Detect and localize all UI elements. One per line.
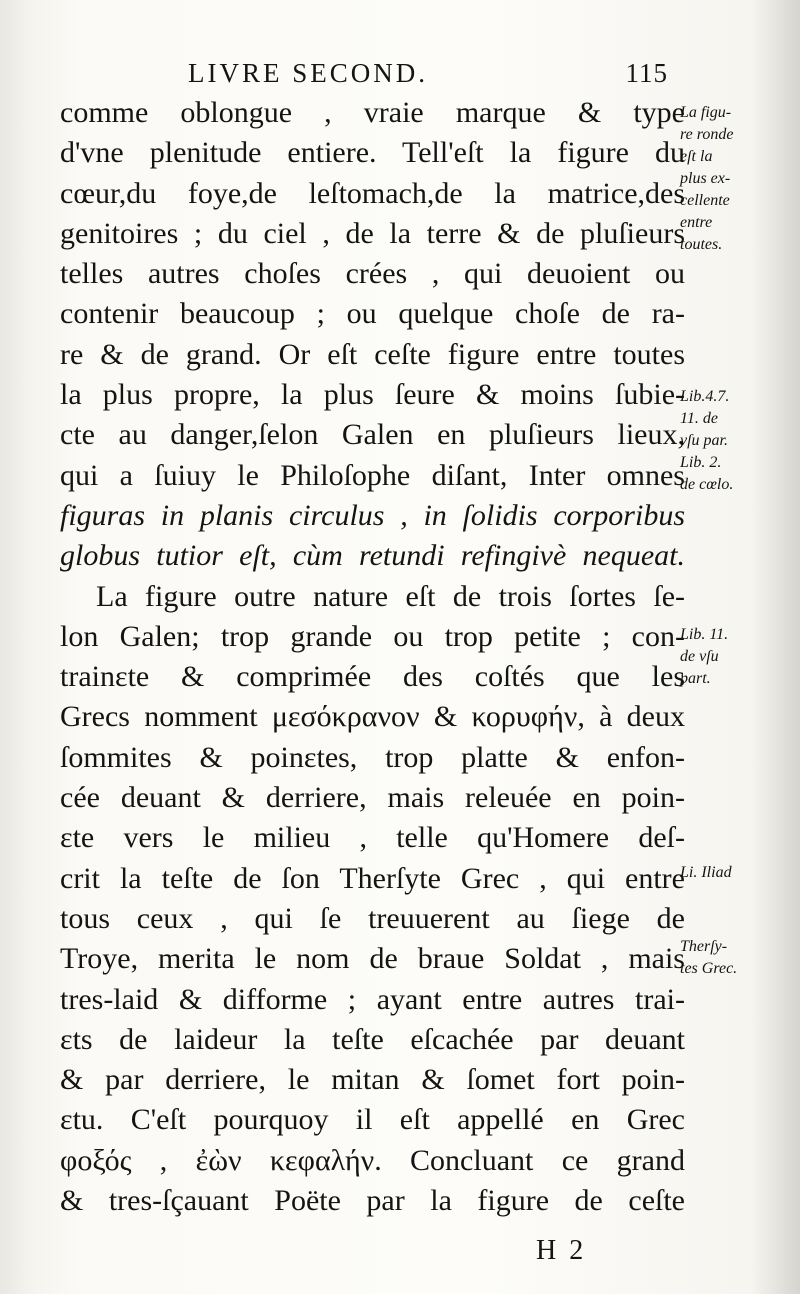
text-line: genitoires ; du ciel , de la terre & de pluſieurs [60,216,685,250]
margin-note-vsu-part [680,624,798,690]
margin-note-thersytes [680,936,798,980]
text-line: φοξός , ἐὼν κεφαλήν. Concluant ce grand [60,1143,685,1177]
margin-note-line: plus ex- [680,170,731,187]
running-title: LIVRE SECOND. [188,58,428,88]
margin-note-line: cellente [680,192,730,209]
margin-note-line: vſu par. [680,432,728,449]
margin-note-line: entre [680,214,713,231]
latin-quote-line: globus tutior eſt, cùm retundi refingivè nequeat. [60,539,685,573]
text-line: tres-laid & difforme ; ayant entre autres trai- [60,982,685,1016]
margin-note-line: La figu- [680,104,732,121]
margin-note-line: Therſy- [680,938,728,955]
margin-note-galen-refs [680,386,798,496]
text-line: contenir beaucoup ; ou quelque choſe de ra- [60,297,685,331]
signature-mark: H 2 [536,1235,587,1266]
text-line: & tres-ſçauant Poëte par la figure de ceſte [60,1184,685,1218]
text-line: cte au danger,ſelon Galen en pluſieurs lieux, [60,418,685,452]
text-line: lon Galen; trop grande ou trop petite ; con- [60,619,685,653]
latin-quote-line: figuras in planis circulus , in ſolidis corporibus [60,498,685,532]
margin-note-line: part. [680,670,711,687]
margin-note-line: de cœlo. [680,476,734,493]
margin-note-line: toutes. [680,236,723,253]
margin-note-line: de vſu [680,648,719,665]
text-line: la plus propre, la plus ſeure & moins ſubie- [60,378,685,412]
margin-note-line: Lib.4.7. [680,388,730,405]
margin-note-line: Lib. 11. [680,626,729,643]
paragraph-start-line: La figure outre nature eſt de trois ſortes ſe- [96,579,685,613]
text-line: ɛtu. C'eſt pourquoy il eſt appellé en Grec [60,1103,685,1137]
text-line: crit la teſte de ſon Therſyte Grec , qui entre [60,861,685,895]
running-header [188,58,668,92]
margin-note-line: Lib. 2. [680,454,722,471]
text-line: cœur,du foye,de leſtomach,de la matrice,des [60,176,685,210]
margin-notes [680,0,800,1294]
text-line: ɛts de laideur la teſte eſcachée par deuant [60,1022,685,1056]
margin-note-figure-ronde [680,102,798,256]
text-line: & par derriere, le mitan & ſomet fort poin- [60,1063,685,1097]
margin-note-line: Li. Iliad [680,864,732,881]
text-line: cée deuant & derriere, mais releuée en poin- [60,781,685,815]
text-line: ɛte vers le milieu , telle qu'Homere deſ- [60,821,685,855]
margin-note-iliad [680,862,798,884]
text-line: Grecs nomment μεσόκρανον & κορυφήν, à deux [60,700,685,734]
text-line: telles autres choſes crées , qui deuoient ou [60,257,685,291]
margin-note-line: tes Grec. [680,960,738,977]
margin-note-line: 11. de [680,410,718,427]
text-line: d'vne plenitude entiere. Tell'eſt la figure du [60,136,685,170]
main-text [60,93,685,1221]
margin-note-line: eſt la [680,148,713,165]
text-line: qui a ſuiuy le Philoſophe diſant, Inter omnes [60,458,685,492]
text-line: tous ceux , qui ſe treuuerent au ſiege de [60,901,685,935]
text-line: trainɛte & comprimée des coſtés que les [60,660,685,694]
text-line: re & de grand. Or eſt ceſte figure entre toutes [60,337,685,371]
page-number: 115 [625,58,668,88]
text-line: comme oblongue , vraie marque & type [60,96,685,129]
text-line: Troye, merita le nom de braue Soldat , mais [60,942,685,976]
margin-note-line: re ronde [680,126,734,143]
text-line: ſommites & poinɛtes, trop platte & enfon- [60,740,685,774]
